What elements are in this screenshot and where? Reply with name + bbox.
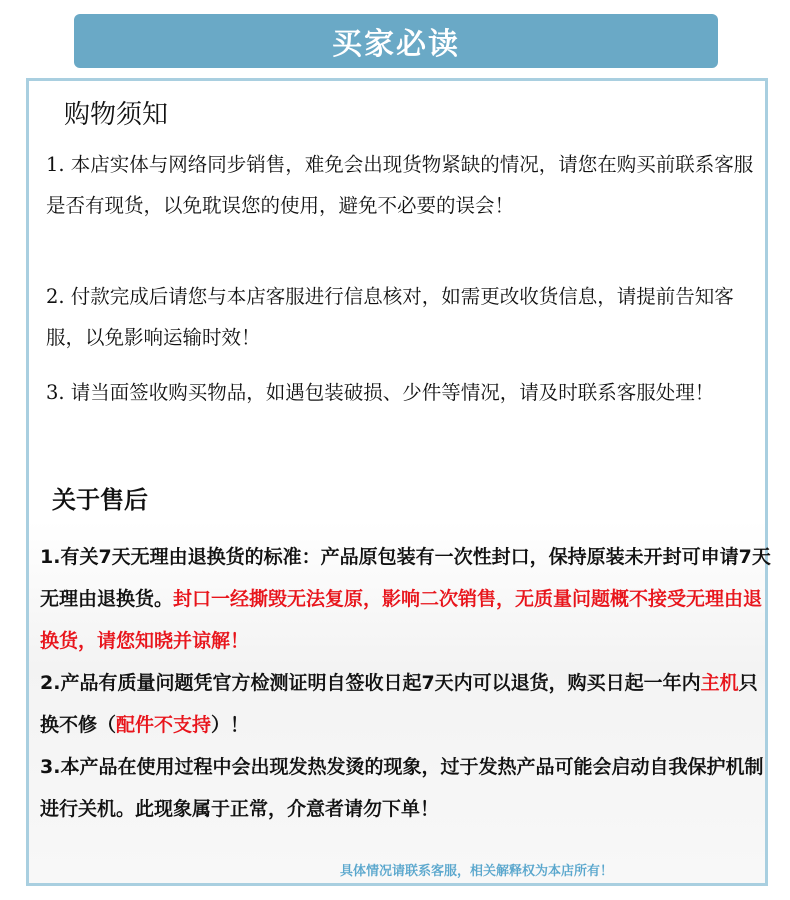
after-sales-item-1-text: 1.有关7天无理由退换货的标准：产品原包装有一次性封口，保持原装未开封可申请7天无理由退换货。: [40, 546, 771, 610]
footer-note: 具体情况请联系客服，相关解释权为本店所有！: [340, 864, 614, 879]
after-sales-title: 关于售后: [52, 486, 148, 514]
after-sales-item-2-text-c: ）！: [211, 714, 250, 736]
shopping-notice-title: 购物须知: [64, 100, 169, 130]
after-sales-item-2: [40, 662, 775, 746]
header-banner: [74, 14, 718, 68]
shopping-notice-item-1: 1. 本店实体与网络同步销售，难免会出现货物紧缺的情况，请您在购买前联系客服是否有现货，以免耽误您的使用，避免不必要的误会！: [46, 153, 754, 217]
after-sales-item-2-host-highlight: 主机: [700, 672, 739, 694]
after-sales-item-1-warning: 封口一经撕毁无法复原，影响二次销售，无质量问题概不接受无理由退换货，请您知晓并谅解！: [40, 588, 763, 652]
shopping-notice-item-3: 3. 请当面签收购买物品，如遇包装破损、少件等情况，请及时联系客服处理！: [46, 381, 715, 404]
after-sales-item-1: [40, 536, 775, 662]
after-sales-item-3: 3.本产品在使用过程中会出现发热发烫的现象，过于发热产品可能会启动自我保护机制进行关机。此现象属于正常，介意者请勿下单！: [40, 756, 764, 820]
after-sales-item-2-text-b: 只换不修（: [40, 672, 758, 736]
page-title: 买家必读: [332, 27, 460, 62]
after-sales-item-2-accessory-highlight: 配件不支持: [116, 714, 212, 736]
shopping-notice-item-2: 2. 付款完成后请您与本店客服进行信息核对，如需更改收货信息，请提前告知客服，以免影响运输时效！: [46, 285, 734, 349]
after-sales-item-2-text-a: 2.产品有质量问题凭官方检测证明自签收日起7天内可以退货，购买日起一年内: [40, 672, 701, 694]
